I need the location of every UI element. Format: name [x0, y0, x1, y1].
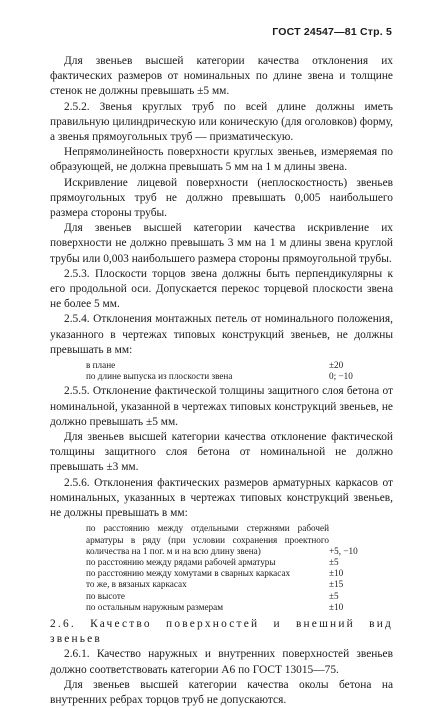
table-cell-value: ±5: [329, 590, 339, 601]
paragraph: Для звеньев высшей категории качества искривление их поверхности не должно превышать 3 мм на 1 м длины звена круглой трубы или 0,003 наибольшего размера стороны прямоугольной трубы.: [50, 222, 393, 265]
paragraph: 2.5.2. Звенья круглых труб по всей длине должны иметь правильную цилиндрическую или коническую (для оголовков) форму, а звенья прямоугольных труб — призматическую.: [50, 100, 393, 144]
table-cell-value: ±10: [329, 568, 344, 579]
table-cell-value: ±10: [329, 601, 344, 612]
table-cell-label: по высоте: [86, 590, 125, 601]
paragraph: 2.5.5. Отклонение фактической толщины защитного слоя бетона от номинальной, указанной в чертежах типовых конструкций звеньев, не должно превышать ±5 мм.: [50, 385, 393, 428]
table-cell-label: в плане: [86, 360, 116, 371]
table-cell-value: +5, −10: [329, 545, 358, 556]
paragraph: Искривление лицевой поверхности (неплоскостность) звеньев прямоугольных труб не должно превышать 0,005 наибольшего размера стороны трубы.: [50, 176, 393, 220]
table-row: [50, 579, 393, 590]
paragraph: 2.5.6. Отклонения фактических размеров арматурных каркасов от номинальных, указанных в чертежах типовых конструкций звеньев, не должны превышать в мм:: [50, 476, 393, 520]
table-row: [50, 360, 393, 371]
table-row: [50, 523, 393, 557]
table-row: [50, 568, 393, 579]
table-cell-label: по расстоянию между рядами рабочей арматуры: [86, 556, 276, 567]
table-row: [50, 371, 393, 382]
table-cell-value: ±15: [329, 579, 344, 590]
paragraph: 2.5.4. Отклонения монтажных петель от номинального положения, указанного в чертежах типовых конструкций звеньев, не должны превышать в мм:: [50, 313, 393, 356]
page-header: ГОСТ 24547—81 Стр. 5: [272, 26, 392, 38]
tolerance-table-loops: [50, 360, 393, 382]
paragraph: Непрямолинейность поверхности круглых звеньев, измеряемая по образующей, не должна превышать 5 мм на 1 м длины звена.: [50, 146, 393, 174]
document-body: [50, 54, 393, 708]
table-cell-value: 0; −10: [329, 371, 353, 382]
paragraph: 2.6.1. Качество наружных и внутренних поверхностей звеньев должно соответствовать категории А6 по ГОСТ 13015—75.: [50, 648, 393, 676]
table-cell-value: ±5: [329, 556, 339, 567]
paragraph: 2.5.3. Плоскости торцов звена должны быть перпендикулярны к его продольной оси. Допускается перекос торцевой плоскости звена не более 5 мм.: [50, 267, 393, 311]
table-cell-label: по длине выпуска из плоскости звена: [86, 371, 233, 382]
table-cell-label: то же, в вязаных каркасах: [86, 579, 187, 590]
table-row: [50, 602, 393, 613]
paragraph: Для звеньев высшей категории качества отклонения их фактических размеров от номинальных по длине звена и толщине стенок не должны превышать ±5 мм.: [50, 55, 393, 98]
table-cell-value: ±20: [329, 360, 344, 371]
table-cell-label: по расстоянию между отдельными стержнями рабочей арматуры в ряду (при условии сохранения проектного количества на 1 пог. м и на всю длину звена): [86, 523, 329, 556]
section-heading: 2.6. Качество поверхностей и внешний вид звеньев: [50, 617, 393, 646]
table-row: [50, 557, 393, 568]
table-cell-label: по расстоянию между хомутами в сварных каркасах: [86, 568, 291, 579]
tolerance-table-cages: [50, 523, 393, 613]
paragraph: Для звеньев высшей категории качества отклонение фактической толщины защитного слоя бетона от номинальной не должно превышать ±3 мм.: [50, 431, 393, 474]
paragraph: Для звеньев высшей категории качества околы бетона на внутренних ребрах торцов труб не допускаются.: [50, 678, 393, 706]
table-cell-label: по остальным наружным размерам: [86, 601, 224, 612]
table-row: [50, 591, 393, 602]
